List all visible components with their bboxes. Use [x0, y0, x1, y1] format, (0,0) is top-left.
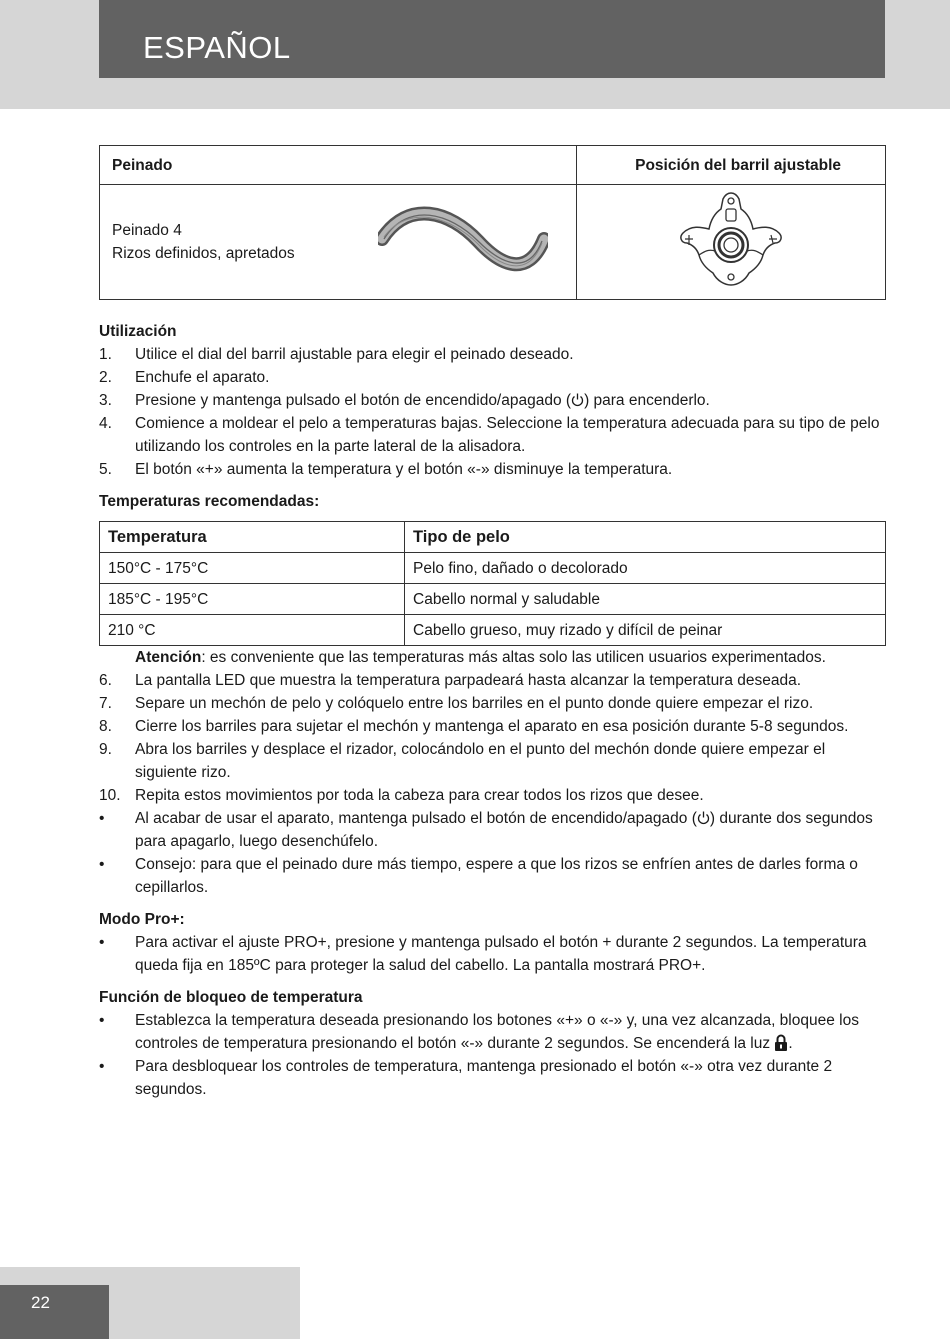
bullet: • [99, 856, 105, 873]
table-row [100, 584, 886, 615]
list-item [99, 807, 886, 853]
item-text-after: ) durante dos segundos para apagarlo, luego desenchúfelo. [135, 810, 873, 850]
temperature-table [99, 521, 886, 646]
usage-step [99, 784, 886, 807]
temp-cell: 210 °C [100, 615, 405, 646]
style-table-header-position: Posición del barril ajustable [577, 146, 886, 185]
step-text: Repita estos movimientos por toda la cabeza para crear todos los rizos que desee. [135, 787, 704, 804]
step-number: 10. [99, 787, 121, 804]
usage-step [99, 692, 886, 715]
style-name: Peinado 4 [112, 222, 182, 239]
step-text: Enchufe el aparato. [135, 369, 270, 386]
step-number: 1. [99, 346, 112, 363]
usage-steps [99, 343, 886, 481]
barrel-position-cell [577, 185, 886, 300]
step-number: 7. [99, 695, 112, 712]
temps-title: Temperaturas recomendadas: [99, 493, 320, 510]
usage-step [99, 715, 886, 738]
lock-icon [774, 1034, 788, 1051]
step-number: 4. [99, 415, 112, 432]
item-text: Para activar el ajuste PRO+, presione y mantenga pulsado el botón + durante 2 segundos. La temperatura queda fija en 185ºC para proteger la salud del cabello. La pantalla mostrará PRO+. [135, 934, 867, 974]
step-number: 9. [99, 741, 112, 758]
hair-cell: Pelo fino, dañado o decolorado [405, 553, 886, 584]
tips-list [99, 807, 886, 899]
step-text: La pantalla LED que muestra la temperatura parpadeará hasta alcanzar la temperatura deseada. [135, 672, 802, 689]
bullet: • [99, 810, 105, 827]
warning-note [99, 646, 886, 669]
step-number: 5. [99, 461, 112, 478]
usage-step [99, 738, 886, 784]
barrel-dial-diagram-icon [675, 189, 787, 289]
usage-step [99, 389, 886, 412]
temp-header: Temperatura [100, 522, 405, 553]
power-icon [571, 393, 584, 407]
warning-label: Atención [135, 649, 202, 666]
usage-step [99, 669, 886, 692]
hair-header: Tipo de pelo [405, 522, 886, 553]
bullet: • [99, 1012, 105, 1029]
list-item [99, 931, 886, 977]
item-text: Para desbloquear los controles de temperatura, mantenga presionado el botón «-» otra vez durante 2 segundos. [135, 1058, 833, 1098]
usage-step [99, 412, 886, 458]
list-item [99, 853, 886, 899]
usage-step [99, 366, 886, 389]
style-cell [100, 185, 577, 300]
hair-cell: Cabello normal y saludable [405, 584, 886, 615]
item-text-after: . [788, 1035, 793, 1052]
page-number-box [0, 1285, 109, 1339]
style-table-header-style: Peinado [100, 146, 577, 185]
temp-cell: 185°C - 195°C [100, 584, 405, 615]
more-steps [99, 669, 886, 807]
usage-step [99, 458, 886, 481]
step-text: Comience a moldear el pelo a temperaturas bajas. Seleccione la temperatura adecuada para su tipo de pelo utilizando los controles en la parte lateral de la alisadora. [135, 415, 880, 455]
usage-step [99, 343, 886, 366]
power-icon [697, 811, 710, 825]
step-text: Utilice el dial del barril ajustable para elegir el peinado deseado. [135, 346, 574, 363]
page-number: 22 [31, 1293, 50, 1312]
step-text: Abra los barriles y desplace el rizador, colocándolo en el punto del mechón donde quiere empezar el siguiente rizo. [135, 741, 826, 781]
list-item [99, 1055, 886, 1101]
table-row [100, 553, 886, 584]
curl-wave-illustration [378, 201, 548, 281]
step-text: El botón «+» aumenta la temperatura y el botón «-» disminuye la temperatura. [135, 461, 673, 478]
step-text-after: ) para encenderlo. [584, 392, 710, 409]
pro-mode-title: Modo Pro+: [99, 911, 185, 928]
bullet: • [99, 1058, 105, 1075]
pro-mode-list [99, 931, 886, 977]
lock-list [99, 1009, 886, 1101]
step-number: 8. [99, 718, 112, 735]
language-title: ESPAÑOL [143, 30, 291, 65]
step-text: Separe un mechón de pelo y colóquelo entre los barriles en el punto donde quiere empezar el rizo. [135, 695, 814, 712]
style-table [99, 145, 886, 300]
warning-text: : es conveniente que las temperaturas más altas solo las utilicen usuarios experimentados. [201, 649, 826, 666]
step-number: 2. [99, 369, 112, 386]
step-number: 3. [99, 392, 112, 409]
hair-cell: Cabello grueso, muy rizado y difícil de peinar [405, 615, 886, 646]
item-text: Consejo: para que el peinado dure más tiempo, espere a que los rizos se enfríen antes de darles forma o cepillarlos. [135, 856, 858, 896]
usage-title: Utilización [99, 323, 177, 340]
bullet: • [99, 934, 105, 951]
language-header [99, 0, 885, 78]
list-item [99, 1009, 886, 1055]
table-row [100, 615, 886, 646]
step-number: 6. [99, 672, 112, 689]
item-text-before: Establezca la temperatura deseada presionando los botones «+» o «-» y, una vez alcanzada, bloquee los controles de temperatura presionando el botón «-» durante 2 segundos. Se encenderá la luz [135, 1012, 859, 1052]
page-content [99, 145, 886, 1101]
item-text-before: Al acabar de usar el aparato, mantenga pulsado el botón de encendido/apagado ( [135, 810, 697, 827]
style-description: Rizos definidos, apretados [112, 245, 295, 262]
step-text-before: Presione y mantenga pulsado el botón de encendido/apagado ( [135, 392, 572, 409]
step-text: Cierre los barriles para sujetar el mechón y mantenga el aparato en esa posición durante 5-8 segundos. [135, 718, 849, 735]
lock-title: Función de bloqueo de temperatura [99, 989, 363, 1006]
temp-cell: 150°C - 175°C [100, 553, 405, 584]
